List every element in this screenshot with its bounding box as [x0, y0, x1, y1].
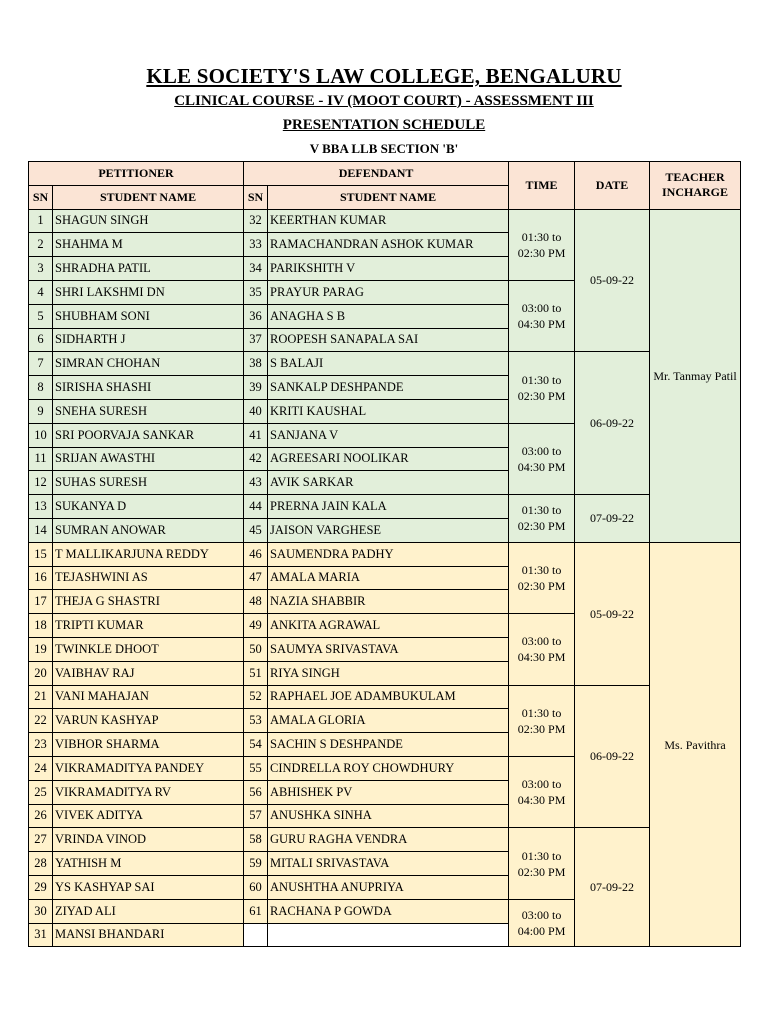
petitioner-name: SRI POORVAJA SANKAR: [53, 423, 244, 447]
defendant-name: ANKITA AGRAWAL: [268, 614, 509, 638]
defendant-name: NAZIA SHABBIR: [268, 590, 509, 614]
defendant-name: PARIKSHITH V: [268, 257, 509, 281]
petitioner-name: VIKRAMADITYA PANDEY: [53, 756, 244, 780]
petitioner-sn: 1: [29, 209, 53, 233]
time-slot: 03:00 to 04:30 PM: [509, 614, 575, 685]
petitioner-sn: 20: [29, 661, 53, 685]
petitioner-sn: 11: [29, 447, 53, 471]
petitioner-name: SNEHA SURESH: [53, 399, 244, 423]
defendant-name-header: STUDENT NAME: [268, 185, 509, 209]
petitioner-name: SIDHARTH J: [53, 328, 244, 352]
table-row: [29, 542, 741, 566]
teacher-header: TEACHER INCHARGE: [650, 162, 741, 210]
petitioner-name-header: STUDENT NAME: [53, 185, 244, 209]
petitioner-sn: 2: [29, 233, 53, 257]
defendant-name: JAISON VARGHESE: [268, 518, 509, 542]
time-slot: 03:00 to 04:00 PM: [509, 899, 575, 947]
time-slot: 01:30 to 02:30 PM: [509, 685, 575, 756]
schedule-title: PRESENTATION SCHEDULE: [282, 117, 486, 133]
petitioner-sn: 26: [29, 804, 53, 828]
time-header: TIME: [509, 162, 575, 210]
defendant-sn: 43: [244, 471, 268, 495]
defendant-sn: 52: [244, 685, 268, 709]
time-slot: 01:30 to 02:30 PM: [509, 352, 575, 423]
table-row: [29, 209, 741, 233]
defendant-name: AGREESARI NOOLIKAR: [268, 447, 509, 471]
petitioner-sn: 7: [29, 352, 53, 376]
petitioner-name: SUKANYA D: [53, 495, 244, 519]
defendant-sn-header: SN: [244, 185, 268, 209]
petitioner-name: VIKRAMADITYA RV: [53, 780, 244, 804]
defendant-sn: 57: [244, 804, 268, 828]
defendant-name: ROOPESH SANAPALA SAI: [268, 328, 509, 352]
petitioner-name: SHUBHAM SONI: [53, 304, 244, 328]
defendant-name: S BALAJI: [268, 352, 509, 376]
teacher-incharge: Mr. Tanmay Patil: [650, 209, 741, 542]
defendant-name: CINDRELLA ROY CHOWDHURY: [268, 756, 509, 780]
defendant-name: SAUMENDRA PADHY: [268, 542, 509, 566]
defendant-name: RACHANA P GOWDA: [268, 899, 509, 923]
date-cell: 07-09-22: [575, 495, 650, 543]
defendant-sn: 32: [244, 209, 268, 233]
defendant-name: KRITI KAUSHAL: [268, 399, 509, 423]
date-cell: 06-09-22: [575, 352, 650, 495]
table-row: [29, 685, 741, 709]
petitioner-name: SIRISHA SHASHI: [53, 376, 244, 400]
defendant-sn: 56: [244, 780, 268, 804]
time-slot: 01:30 to 02:30 PM: [509, 542, 575, 613]
defendant-sn: 50: [244, 637, 268, 661]
defendant-sn: 48: [244, 590, 268, 614]
petitioner-sn: 25: [29, 780, 53, 804]
defendant-name: PRERNA JAIN KALA: [268, 495, 509, 519]
date-cell: 06-09-22: [575, 685, 650, 828]
petitioner-name: SHAGUN SINGH: [53, 209, 244, 233]
petitioner-sn-header: SN: [29, 185, 53, 209]
defendant-name: SANJANA V: [268, 423, 509, 447]
defendant-sn: 60: [244, 875, 268, 899]
defendant-name: RAPHAEL JOE ADAMBUKULAM: [268, 685, 509, 709]
petitioner-sn: 21: [29, 685, 53, 709]
defendant-name: SAUMYA SRIVASTAVA: [268, 637, 509, 661]
time-slot: 03:00 to 04:30 PM: [509, 423, 575, 494]
table-row: [29, 828, 741, 852]
defendant-name: AMALA GLORIA: [268, 709, 509, 733]
defendant-name: AVIK SARKAR: [268, 471, 509, 495]
petitioner-name: SHRI LAKSHMI DN: [53, 280, 244, 304]
defendant-sn: 44: [244, 495, 268, 519]
petitioner-sn: 9: [29, 399, 53, 423]
date-header: DATE: [575, 162, 650, 210]
table-row: [29, 352, 741, 376]
defendant-name: KEERTHAN KUMAR: [268, 209, 509, 233]
petitioner-sn: 23: [29, 733, 53, 757]
college-title: KLE SOCIETY'S LAW COLLEGE, BENGALURU: [146, 64, 622, 88]
petitioner-name: SHAHMA M: [53, 233, 244, 257]
petitioner-name: T MALLIKARJUNA REDDY: [53, 542, 244, 566]
defendant-sn: 54: [244, 733, 268, 757]
defendant-name: ANAGHA S B: [268, 304, 509, 328]
defendant-sn: 40: [244, 399, 268, 423]
defendant-name: PRAYUR PARAG: [268, 280, 509, 304]
petitioner-name: VIBHOR SHARMA: [53, 733, 244, 757]
defendant-sn: 46: [244, 542, 268, 566]
petitioner-name: VRINDA VINOD: [53, 828, 244, 852]
defendant-sn: 42: [244, 447, 268, 471]
petitioner-name: YATHISH M: [53, 852, 244, 876]
petitioner-sn: 30: [29, 899, 53, 923]
defendant-sn: 41: [244, 423, 268, 447]
time-slot: 01:30 to 02:30 PM: [509, 495, 575, 543]
defendant-sn: 61: [244, 899, 268, 923]
petitioner-header: PETITIONER: [29, 162, 244, 186]
time-slot: 03:00 to 04:30 PM: [509, 280, 575, 351]
schedule-table: [28, 161, 741, 947]
petitioner-name: SUHAS SURESH: [53, 471, 244, 495]
petitioner-sn: 16: [29, 566, 53, 590]
defendant-name: SACHIN S DESHPANDE: [268, 733, 509, 757]
defendant-name: ABHISHEK PV: [268, 780, 509, 804]
petitioner-sn: 15: [29, 542, 53, 566]
defendant-name: AMALA MARIA: [268, 566, 509, 590]
date-cell: 07-09-22: [575, 828, 650, 947]
teacher-incharge: Ms. Pavithra: [650, 542, 741, 947]
defendant-name: GURU RAGHA VENDRA: [268, 828, 509, 852]
petitioner-name: VARUN KASHYAP: [53, 709, 244, 733]
defendant-sn: 53: [244, 709, 268, 733]
petitioner-sn: 24: [29, 756, 53, 780]
section-label: V BBA LLB SECTION 'B': [309, 141, 459, 156]
defendant-name: ANUSHTHA ANUPRIYA: [268, 875, 509, 899]
date-cell: 05-09-22: [575, 542, 650, 685]
petitioner-name: SUMRAN ANOWAR: [53, 518, 244, 542]
petitioner-name: SRIJAN AWASTHI: [53, 447, 244, 471]
petitioner-name: MANSI BHANDARI: [53, 923, 244, 947]
defendant-sn: 35: [244, 280, 268, 304]
petitioner-sn: 5: [29, 304, 53, 328]
time-slot: 03:00 to 04:30 PM: [509, 756, 575, 827]
petitioner-name: TEJASHWINI AS: [53, 566, 244, 590]
defendant-name: [268, 923, 509, 947]
petitioner-name: YS KASHYAP SAI: [53, 875, 244, 899]
defendant-name: MITALI SRIVASTAVA: [268, 852, 509, 876]
petitioner-name: TRIPTI KUMAR: [53, 614, 244, 638]
petitioner-sn: 13: [29, 495, 53, 519]
petitioner-sn: 6: [29, 328, 53, 352]
defendant-sn: 55: [244, 756, 268, 780]
petitioner-name: VANI MAHAJAN: [53, 685, 244, 709]
petitioner-sn: 12: [29, 471, 53, 495]
defendant-sn: 47: [244, 566, 268, 590]
petitioner-name: THEJA G SHASTRI: [53, 590, 244, 614]
defendant-sn: 33: [244, 233, 268, 257]
defendant-sn: 39: [244, 376, 268, 400]
time-slot: 01:30 to 02:30 PM: [509, 828, 575, 899]
petitioner-sn: 3: [29, 257, 53, 281]
petitioner-name: VAIBHAV RAJ: [53, 661, 244, 685]
defendant-sn: [244, 923, 268, 947]
petitioner-sn: 14: [29, 518, 53, 542]
petitioner-sn: 8: [29, 376, 53, 400]
petitioner-name: SHRADHA PATIL: [53, 257, 244, 281]
date-cell: 05-09-22: [575, 209, 650, 352]
petitioner-name: TWINKLE DHOOT: [53, 637, 244, 661]
course-subtitle: CLINICAL COURSE - IV (MOOT COURT) - ASSESSMENT III: [174, 93, 594, 109]
time-slot: 01:30 to 02:30 PM: [509, 209, 575, 280]
petitioner-name: VIVEK ADITYA: [53, 804, 244, 828]
defendant-name: RIYA SINGH: [268, 661, 509, 685]
defendant-sn: 49: [244, 614, 268, 638]
petitioner-sn: 18: [29, 614, 53, 638]
defendant-header: DEFENDANT: [244, 162, 509, 186]
petitioner-sn: 19: [29, 637, 53, 661]
petitioner-sn: 10: [29, 423, 53, 447]
petitioner-name: ZIYAD ALI: [53, 899, 244, 923]
table-row: [29, 495, 741, 519]
petitioner-sn: 29: [29, 875, 53, 899]
petitioner-sn: 28: [29, 852, 53, 876]
defendant-sn: 51: [244, 661, 268, 685]
defendant-sn: 59: [244, 852, 268, 876]
defendant-sn: 36: [244, 304, 268, 328]
defendant-sn: 58: [244, 828, 268, 852]
defendant-name: RAMACHANDRAN ASHOK KUMAR: [268, 233, 509, 257]
defendant-sn: 37: [244, 328, 268, 352]
defendant-name: ANUSHKA SINHA: [268, 804, 509, 828]
defendant-name: SANKALP DESHPANDE: [268, 376, 509, 400]
petitioner-sn: 27: [29, 828, 53, 852]
petitioner-name: SIMRAN CHOHAN: [53, 352, 244, 376]
defendant-sn: 38: [244, 352, 268, 376]
petitioner-sn: 22: [29, 709, 53, 733]
defendant-sn: 45: [244, 518, 268, 542]
schedule-body: [29, 209, 741, 947]
petitioner-sn: 17: [29, 590, 53, 614]
defendant-sn: 34: [244, 257, 268, 281]
petitioner-sn: 4: [29, 280, 53, 304]
petitioner-sn: 31: [29, 923, 53, 947]
